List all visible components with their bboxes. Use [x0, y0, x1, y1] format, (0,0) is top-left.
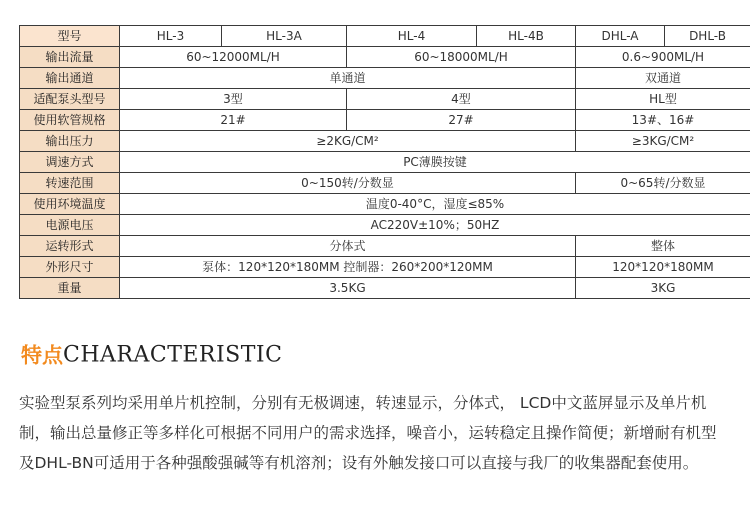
table-row: [20, 278, 750, 299]
table-cell: 温度0-40°C，湿度≤85%: [120, 194, 750, 215]
row-label-environment: 使用环境温度: [20, 194, 120, 215]
row-label-channels: 输出通道: [20, 68, 120, 89]
table-row: [20, 68, 750, 89]
model-hl-4: HL-4: [347, 26, 477, 47]
model-dhl-b: DHL-B: [665, 26, 750, 47]
spec-table: [19, 25, 750, 299]
table-cell: 21#: [120, 110, 347, 131]
row-label-hose: 使用软管规格: [20, 110, 120, 131]
description-line: 制，输出总量修正等多样化可根据不同用户的需求选择，噪音小，运转稳定且操作简便；新增耐有机型: [19, 424, 717, 442]
table-cell: 60~12000ML/H: [120, 47, 347, 68]
table-row: [20, 215, 750, 236]
table-cell: 4型: [347, 89, 576, 110]
row-label-speed-control: 调速方式: [20, 152, 120, 173]
row-label-dimensions: 外形尺寸: [20, 257, 120, 278]
description-line: 实验型泵系列均采用单片机控制，分别有无极调速，转速显示，分体式， LCD中文蓝屏显示及单片机: [19, 394, 707, 412]
table-cell: 单通道: [120, 68, 576, 89]
table-row: [20, 47, 750, 68]
heading-title-cn: 特点: [21, 343, 63, 368]
model-hl-4b: HL-4B: [477, 26, 576, 47]
table-row: [20, 131, 750, 152]
table-header-row: [20, 26, 750, 47]
table-cell: PC薄膜按键: [120, 152, 750, 173]
table-row: [20, 110, 750, 131]
table-cell: ≥3KG/CM²: [576, 131, 750, 152]
row-label-pump-head: 适配泵头型号: [20, 89, 120, 110]
table-cell: ≥2KG/CM²: [120, 131, 576, 152]
characteristic-heading: [21, 338, 282, 372]
table-cell: 120*120*180MM: [576, 257, 750, 278]
row-label-speed-range: 转速范围: [20, 173, 120, 194]
row-label-weight: 重量: [20, 278, 120, 299]
header-label: 型号: [20, 26, 120, 47]
table-row: [20, 236, 750, 257]
model-dhl-a: DHL-A: [576, 26, 665, 47]
table-cell: 分体式: [120, 236, 576, 257]
table-cell: 0~65转/分数显: [576, 173, 750, 194]
table-row: [20, 173, 750, 194]
table-cell: 27#: [347, 110, 576, 131]
table-cell: 整体: [576, 236, 750, 257]
table-cell: 60~18000ML/H: [347, 47, 576, 68]
characteristic-description: [19, 388, 750, 478]
model-hl-3a: HL-3A: [222, 26, 347, 47]
table-row: [20, 257, 750, 278]
table-cell: 3.5KG: [120, 278, 576, 299]
table-cell: 双通道: [576, 68, 750, 89]
model-hl-3: HL-3: [120, 26, 222, 47]
row-label-flow: 输出流量: [20, 47, 120, 68]
table-cell: 0~150转/分数显: [120, 173, 576, 194]
table-cell: 3KG: [576, 278, 750, 299]
row-label-pressure: 输出压力: [20, 131, 120, 152]
table-row: [20, 194, 750, 215]
table-row: [20, 152, 750, 173]
table-cell: 泵体：120*120*180MM 控制器：260*200*120MM: [120, 257, 576, 278]
row-label-form: 运转形式: [20, 236, 120, 257]
row-label-power: 电源电压: [20, 215, 120, 236]
table-cell: HL型: [576, 89, 750, 110]
table-cell: 3型: [120, 89, 347, 110]
table-cell: 13#、16#: [576, 110, 750, 131]
table-cell: AC220V±10%；50HZ: [120, 215, 750, 236]
heading-title-en: CHARACTERISTIC: [63, 342, 283, 368]
table-row: [20, 89, 750, 110]
table-cell: 0.6~900ML/H: [576, 47, 750, 68]
description-line: 及DHL-BN可适用于各种强酸强碱等有机溶剂；设有外触发接口可以直接与我厂的收集器配套使用。: [19, 454, 699, 472]
